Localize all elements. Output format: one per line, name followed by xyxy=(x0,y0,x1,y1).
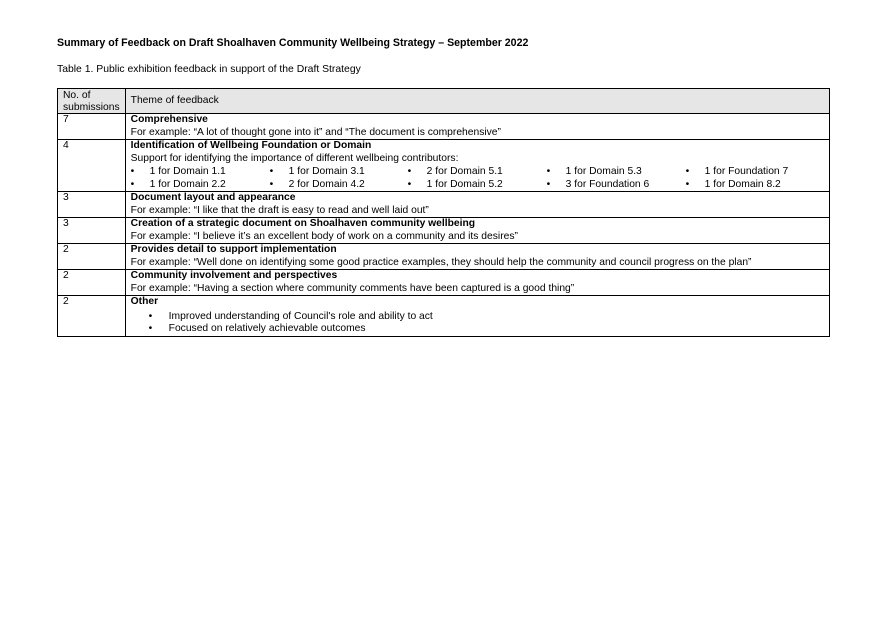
submission-count: 4 xyxy=(58,140,126,192)
header-submissions: No. of submissions xyxy=(58,89,126,114)
table-caption: Table 1. Public exhibition feedback in support of the Draft Strategy xyxy=(57,64,361,75)
bullet-item: • 1 for Domain 5.3 xyxy=(547,166,686,179)
theme-example: For example: “A lot of thought gone into it” and “The document is comprehensive” xyxy=(130,126,501,138)
theme-cell xyxy=(125,270,829,296)
bullet-item: • 1 for Foundation 7 xyxy=(686,166,824,179)
table-row xyxy=(58,192,830,218)
theme-cell xyxy=(125,140,829,192)
submission-count: 3 xyxy=(58,192,126,218)
theme-example: For example: “Having a section where community comments have been captured is a good thing” xyxy=(130,282,575,294)
bullet-item: • Improved understanding of Council's role and ability to act xyxy=(131,311,824,324)
theme-intro: Support for identifying the importance of different wellbeing contributors: xyxy=(130,152,459,164)
bullet-item: • 3 for Foundation 6 xyxy=(547,179,686,192)
theme-example: For example: “I believe it’s an excellent body of work on a community and its desires” xyxy=(130,230,518,242)
submission-count: 2 xyxy=(58,296,126,337)
theme-example: For example: “Well done on identifying some good practice examples, they should help the community and council progress on the plan” xyxy=(130,256,752,268)
table-row xyxy=(58,244,830,270)
table-row xyxy=(58,114,830,140)
bullet-item: • 1 for Domain 2.2 xyxy=(131,179,270,192)
theme-title: Other xyxy=(130,296,159,307)
bullet-item: • 1 for Domain 1.1 xyxy=(131,166,270,179)
bullet-item: • 1 for Domain 8.2 xyxy=(686,179,824,192)
document-title: Summary of Feedback on Draft Shoalhaven Community Wellbeing Strategy – September 2022 xyxy=(57,37,529,49)
table-row xyxy=(58,270,830,296)
theme-cell xyxy=(125,192,829,218)
bullet-item: • 1 for Domain 3.1 xyxy=(270,166,408,179)
theme-title: Document layout and appearance xyxy=(130,192,296,203)
bullet-item: • 1 for Domain 5.2 xyxy=(408,179,547,192)
theme-example: For example: “I like that the draft is easy to read and well laid out” xyxy=(130,204,429,216)
theme-title: Creation of a strategic document on Shoalhaven community wellbeing xyxy=(130,218,476,229)
table-header-row xyxy=(58,89,830,114)
table-row xyxy=(58,296,830,337)
table-row xyxy=(58,140,830,192)
other-bullet-list xyxy=(131,311,824,336)
bullet-item: • 2 for Domain 5.1 xyxy=(408,166,547,179)
theme-title: Community involvement and perspectives xyxy=(130,270,338,281)
theme-title: Provides detail to support implementation xyxy=(130,244,337,255)
submission-count: 2 xyxy=(58,270,126,296)
header-theme: Theme of feedback xyxy=(125,89,829,114)
domain-bullet-list xyxy=(131,166,824,191)
table-row xyxy=(58,218,830,244)
feedback-table xyxy=(57,88,830,337)
theme-cell xyxy=(125,218,829,244)
bullet-item: • 2 for Domain 4.2 xyxy=(270,179,408,192)
submission-count: 3 xyxy=(58,218,126,244)
submission-count: 2 xyxy=(58,244,126,270)
theme-cell xyxy=(125,244,829,270)
bullet-item: • Focused on relatively achievable outcomes xyxy=(131,323,824,336)
theme-cell xyxy=(125,296,829,337)
submission-count: 7 xyxy=(58,114,126,140)
theme-title: Identification of Wellbeing Foundation or Domain xyxy=(130,140,372,151)
theme-title: Comprehensive xyxy=(130,114,208,125)
theme-cell xyxy=(125,114,829,140)
